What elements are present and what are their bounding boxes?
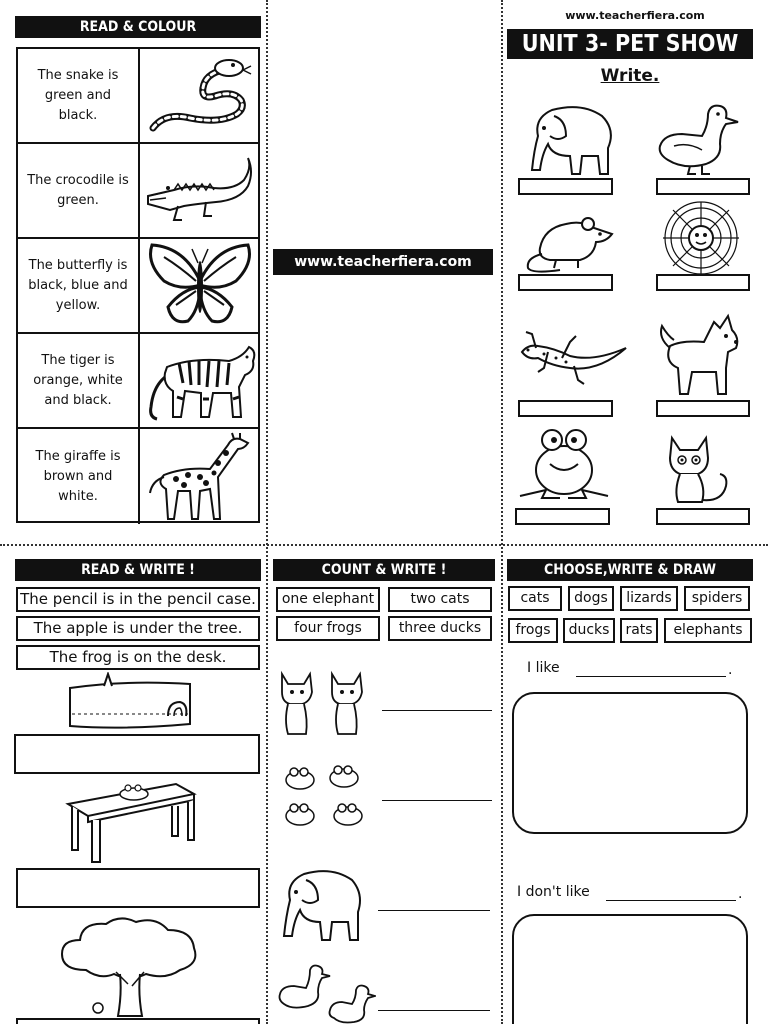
cut-line-left [266,0,268,1024]
word-label: one elephant [276,587,380,612]
word-choice[interactable]: ducks [563,618,615,643]
word-choice[interactable]: cats [508,586,562,611]
word-choice[interactable]: elephants [664,618,752,643]
answer-box[interactable] [515,508,610,525]
word-label: four frogs [276,616,380,641]
site-url: www.teacherfiera.com [565,9,705,22]
answer-box[interactable] [518,274,613,291]
table-row [18,144,258,239]
cut-line-middle [0,544,768,546]
table-row [18,429,258,524]
duck-icon [654,100,744,180]
word-choice[interactable]: spiders [684,586,750,611]
pencil-case-icon [64,672,196,732]
sentence-box: The frog is on the desk. [16,645,260,670]
table-row [18,334,258,429]
answer-box[interactable] [656,274,750,291]
tiger-icon [142,334,258,427]
frog-icon [516,424,612,504]
answer-box[interactable] [14,734,260,774]
like-write-line[interactable] [576,676,726,677]
like-period: . [728,662,733,678]
crocodile-icon [142,144,258,237]
sentence-cell: The crocodile is green. [18,144,140,237]
answer-box[interactable] [16,868,260,908]
tree-with-apple-icon [56,914,202,1018]
word-label: two cats [388,587,492,612]
dislike-period: . [738,886,743,902]
write-instruction: Write. [600,66,660,86]
write-line[interactable] [382,800,492,801]
sentence-cell: The giraffe is brown and white. [18,429,140,524]
like-prompt: I like [527,660,560,676]
read-colour-table [16,47,260,523]
write-line[interactable] [378,910,490,911]
like-drawing-box[interactable] [512,692,748,834]
four-frogs-icon [278,762,374,838]
sentence-cell: The snake is green and black. [18,49,140,142]
choose-write-draw-header: CHOOSE,WRITE & DRAW [507,559,753,581]
dislike-prompt: I don't like [517,884,590,900]
answer-box[interactable] [16,1018,260,1024]
word-choice[interactable]: lizards [620,586,678,611]
butterfly-icon [142,239,258,332]
unit-title: UNIT 3- PET SHOW [507,29,753,59]
read-write-header: READ & WRITE ! [15,559,261,581]
word-label: three ducks [388,616,492,641]
sentence-box: The apple is under the tree. [16,616,260,641]
word-choice[interactable]: rats [620,618,658,643]
word-choice[interactable]: frogs [508,618,558,643]
cut-line-right [501,0,503,1024]
answer-box[interactable] [656,400,750,417]
table-row [18,239,258,334]
dog-icon [652,308,744,400]
lizard-icon [514,312,630,388]
sentence-cell: The tiger is orange, white and black. [18,334,140,427]
sentence-cell: The butterfly is black, blue and yellow. [18,239,140,332]
sentence-box: The pencil is in the pencil case. [16,587,260,612]
snake-icon [142,49,258,142]
elephant-icon [522,100,618,180]
answer-box[interactable] [656,178,750,195]
answer-box[interactable] [656,508,750,525]
rat-icon [520,208,618,276]
dislike-write-line[interactable] [606,900,736,901]
answer-box[interactable] [518,400,613,417]
write-line[interactable] [378,1010,490,1011]
website-banner: www.teacherfiera.com [273,249,493,275]
count-write-header: COUNT & WRITE ! [273,559,495,581]
read-colour-header: READ & COLOUR [15,16,261,38]
cat-icon [658,430,740,506]
spider-icon [660,200,742,276]
answer-box[interactable] [518,178,613,195]
dislike-drawing-box[interactable] [512,914,748,1024]
giraffe-icon [142,429,258,524]
table-with-frog-icon [64,776,198,866]
write-line[interactable] [382,710,492,711]
word-choice[interactable]: dogs [568,586,614,611]
elephant-count-icon [276,866,366,946]
table-row [18,49,258,144]
three-ducks-icon [276,960,376,1024]
two-cats-icon [276,668,376,740]
